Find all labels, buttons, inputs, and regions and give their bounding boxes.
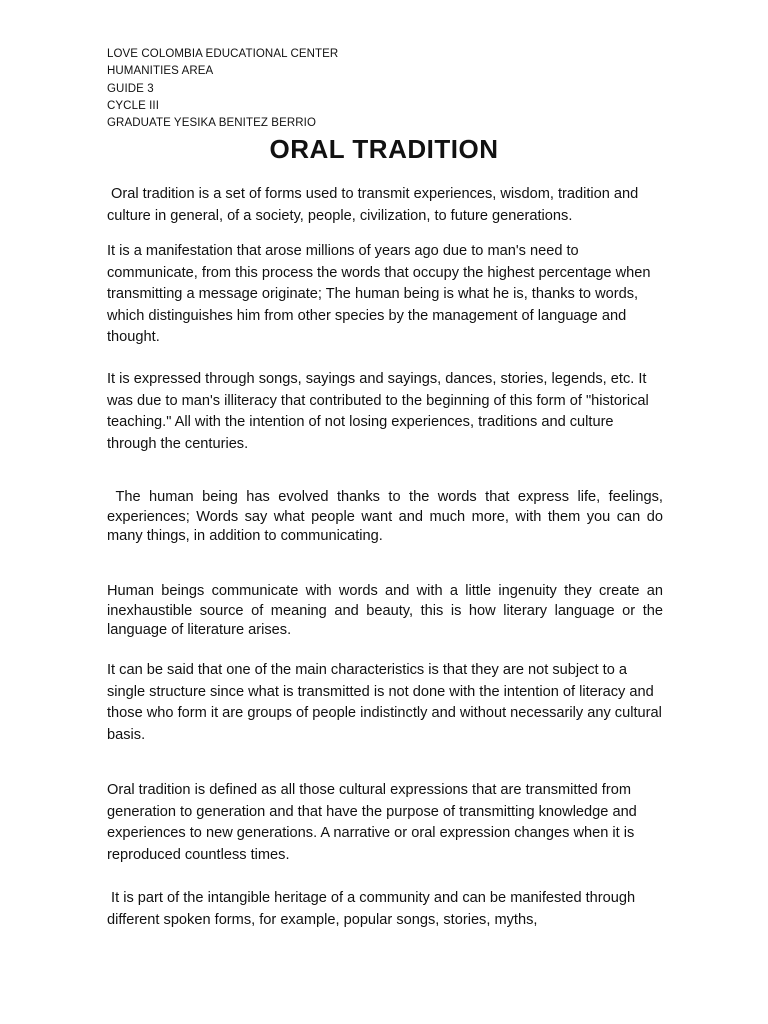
- header-area: HUMANITIES AREA: [107, 65, 214, 78]
- paragraph-evolution: The human being has evolved thanks to the words that express life, feelings, experiences; Words say what people want and much more, with them you can do many things, in addition to communicating.: [107, 489, 663, 544]
- paragraph-intangible-heritage: It is part of the intangible heritage of a community and can be manifested through different spoken forms, for example, popular songs, stories, myths,: [107, 890, 636, 928]
- paragraph-characteristics: It can be said that one of the main characteristics is that they are not subject to a single structure since what is transmitted is not done with the intention of literacy and those who form it are groups of people indistinctly and without necessarily any cultural basis.: [107, 662, 662, 743]
- header-institution: LOVE COLOMBIA EDUCATIONAL CENTER: [107, 48, 339, 60]
- page-title: ORAL TRADITION: [269, 134, 499, 164]
- paragraph-definition: Oral tradition is a set of forms used to transmit experiences, wisdom, tradition and culture in general, of a society, people, civilization, to future generations.: [107, 186, 639, 224]
- paragraph-origin: It is a manifestation that arose millions of years ago due to man's need to communicate, from this process the words that occupy the highest percentage when transmitting a message originate; The human being is what he is, thanks to words, which distinguishes him from other species by the management of language and thought.: [107, 243, 651, 346]
- header-cycle: CYCLE III: [107, 99, 160, 112]
- header-author: GRADUATE YESIKA BENITEZ BERRIO: [107, 117, 316, 130]
- paragraph-cultural-expressions: Oral tradition is defined as all those cultural expressions that are transmitted from generation to generation and that have the purpose of transmitting knowledge and experiences to new generations. A narrative or oral expression changes when it is reproduced countless times.: [107, 782, 637, 863]
- document-header: [107, 46, 338, 132]
- header-guide: GUIDE 3: [107, 82, 154, 95]
- paragraph-expression: It is expressed through songs, sayings and sayings, dances, stories, legends, etc. It was due to man's illiteracy that contributed to the beginning of this form of "historical teaching." All with the intention of not losing experiences, traditions and culture through the centuries.: [107, 371, 649, 452]
- paragraph-literary-language: Human beings communicate with words and with a little ingenuity they create an inexhaustible source of meaning and beauty, this is how literary language or the language of literature arises.: [107, 583, 663, 638]
